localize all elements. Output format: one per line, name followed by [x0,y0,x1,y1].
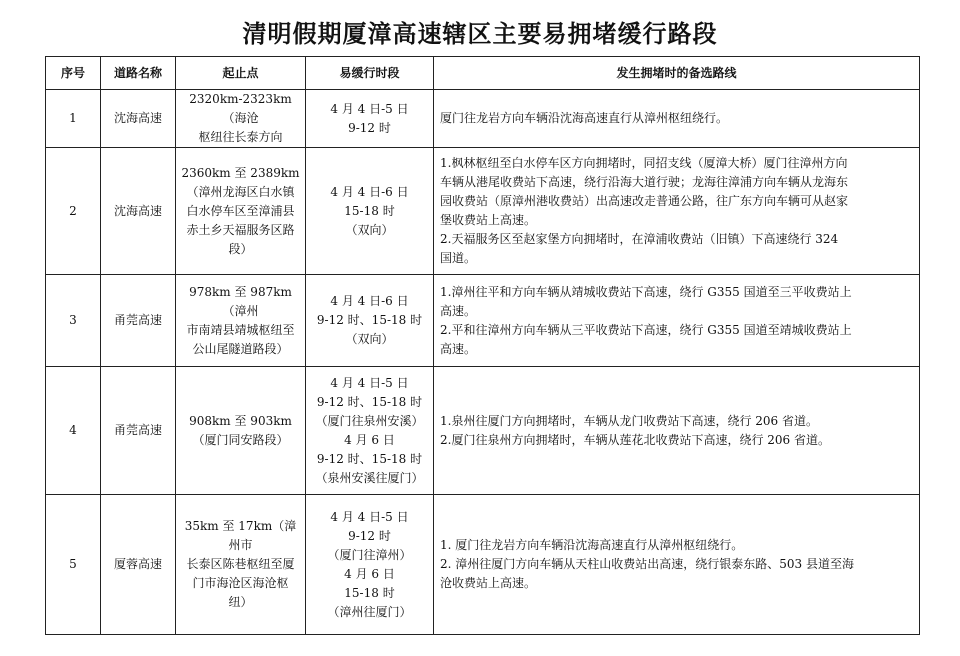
table-row [46,495,920,635]
table-header-row [46,57,920,90]
road-name: 厦蓉高速 [101,495,176,635]
header-no: 序号 [46,57,101,90]
road-name: 沈海高速 [101,148,176,275]
header-road: 道路名称 [101,57,176,90]
header-range: 起止点 [176,57,306,90]
table-row [46,90,920,148]
row-number: 1 [46,90,101,148]
alternate-route: 1.漳州往平和方向车辆从靖城收费站下高速，绕行 G355 国道至三平收费站上 高速。 2.平和往漳州方向车辆从三平收费站下高速，绕行 G355 国道至靖城收费站上 高速。 [434,275,920,367]
slow-period: 4 月 4 日-6 日 9-12 时、15-18 时 （双向） [306,275,434,367]
row-number: 4 [46,367,101,495]
section-range: 35km 至 17km（漳州市 长泰区陈巷枢纽至厦 门市海沧区海沧枢 纽） [176,495,306,635]
table-row [46,367,920,495]
slow-period: 4 月 4 日-6 日 15-18 时 （双向） [306,148,434,275]
alternate-route: 1.枫林枢纽至白水停车区方向拥堵时，同招支线（厦漳大桥）厦门往漳州方向 车辆从港尾收费站下高速，绕行沿海大道行驶；龙海往漳浦方向车辆从龙海东 园收费站（原漳州港收费站）出高速改走普通公路，往广东方向车辆可从赵家 堡收费站上高速。 2.天福服务区至赵家堡方向拥堵时，在漳浦收费站（旧镇）下高速绕行 324 国道。 [434,148,920,275]
road-name: 甬莞高速 [101,367,176,495]
header-time: 易缓行时段 [306,57,434,90]
row-number: 2 [46,148,101,275]
alternate-route: 厦门往龙岩方向车辆沿沈海高速直行从漳州枢纽绕行。 [434,90,920,148]
section-range: 2320km-2323km（海沧 枢纽往长泰方向 [176,90,306,148]
congestion-table [45,56,920,635]
section-range: 2360km 至 2389km （漳州龙海区白水镇 白水停车区至漳浦县 赤土乡天福服务区路 段） [176,148,306,275]
row-number: 3 [46,275,101,367]
section-range: 978km 至 987km（漳州 市南靖县靖城枢纽至 公山尾隧道路段） [176,275,306,367]
slow-period: 4 月 4 日-5 日 9-12 时、15-18 时 （厦门往泉州安溪） 4 月 6 日 9-12 时、15-18 时 （泉州安溪往厦门） [306,367,434,495]
alternate-route: 1. 厦门往龙岩方向车辆沿沈海高速直行从漳州枢纽绕行。 2. 漳州往厦门方向车辆从天柱山收费站出高速，绕行银泰东路、503 县道至海 沧收费站上高速。 [434,495,920,635]
row-number: 5 [46,495,101,635]
slow-period: 4 月 4 日-5 日 9-12 时 [306,90,434,148]
section-range: 908km 至 903km （厦门同安路段） [176,367,306,495]
table-row [46,148,920,275]
slow-period: 4 月 4 日-5 日 9-12 时 （厦门往漳州） 4 月 6 日 15-18 时 （漳州往厦门） [306,495,434,635]
header-route: 发生拥堵时的备选路线 [434,57,920,90]
road-name: 沈海高速 [101,90,176,148]
alternate-route: 1.泉州往厦门方向拥堵时，车辆从龙门收费站下高速，绕行 206 省道。 2.厦门往泉州方向拥堵时，车辆从莲花北收费站下高速，绕行 206 省道。 [434,367,920,495]
table-row [46,275,920,367]
road-name: 甬莞高速 [101,275,176,367]
page-title: 清明假期厦漳高速辖区主要易拥堵缓行路段 [242,20,718,48]
